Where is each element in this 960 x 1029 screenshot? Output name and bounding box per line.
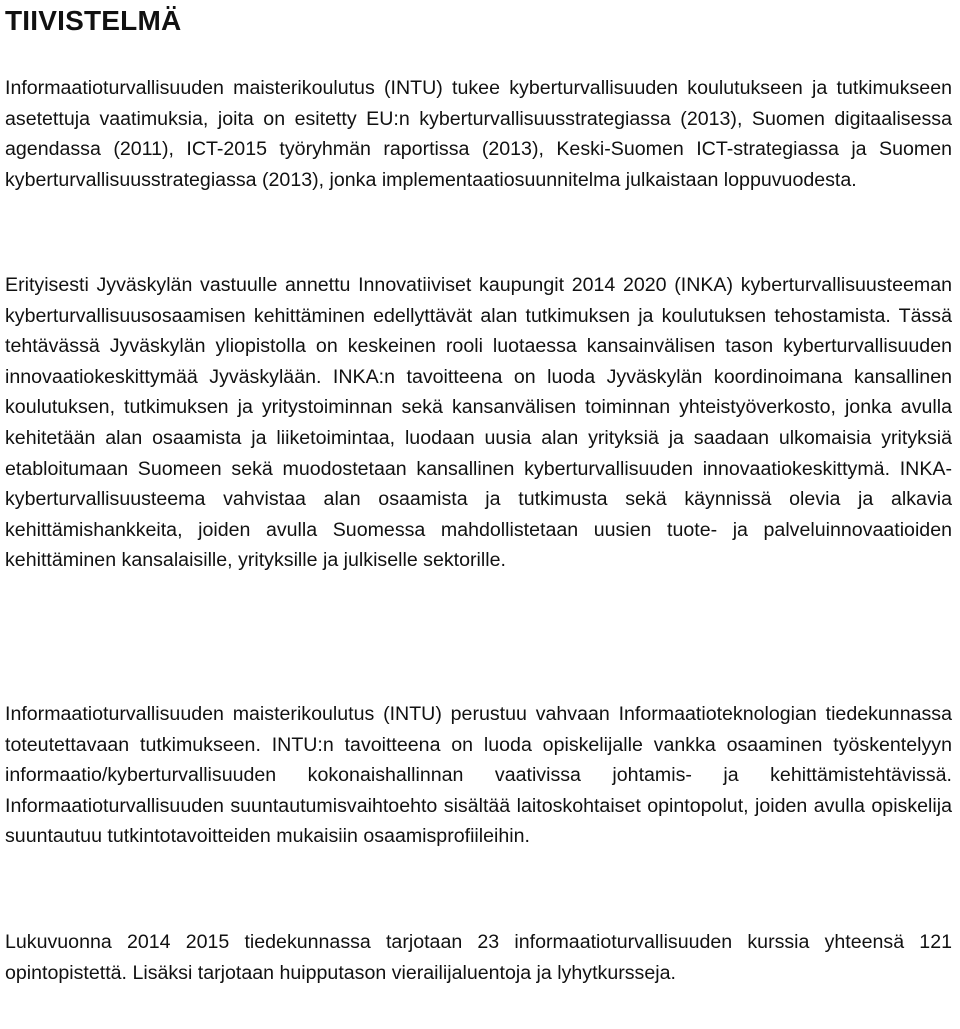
- document-page: [5, 0, 952, 1029]
- paragraph-inka: Erityisesti Jyväskylän vastuulle annettu Innovatiiviset kaupungit 2014 2020 (INKA) kyberturvallisuusteeman kyberturvallisuusosaamisen kehittäminen edellyttävät alan tutkimuksen ja koulutuksen tehostamista. Tässä tehtävässä Jyväskylän yliopistolla on keskeinen rooli luotaessa kansainvälisen tason kyberturvallisuuden innovaatiokeskittymää Jyväskylään. INKA:n tavoitteena on luoda Jyväskylän koordinoimana kansallinen koulutuksen, tutkimuksen ja yritystoiminnan sekä kansanvälisen toiminnan yhteistyöverkosto, jonka avulla kehitetään alan osaamista ja liiketoimintaa, luodaan uusia alan yrityksiä ja saadaan ulkomaisia yrityksiä etabloitumaan Suomeen sekä muodostetaan kansallinen kyberturvallisuuden innovaatiokeskittymä. INKA-kyberturvallisuusteema vahvistaa alan osaamista ja tutkimusta sekä käynnissä olevia ja alkavia kehittämishankkeita, joiden avulla Suomessa mahdollistetaan uusien tuote- ja palveluinnovaatioiden kehittäminen kansalaisille, yrityksille ja julkiselle sektorille.: [5, 274, 952, 572]
- paragraph-intu-research: Informaatioturvallisuuden maisterikoulutus (INTU) perustuu vahvaan Informaatioteknologian tiedekunnassa toteutettavaan tutkimukseen. INTU:n tavoitteena on luoda opiskelijalle vankka osaaminen työskentelyyn informaatio/kyberturvallisuuden kokonaishallinnan vaativissa johtamis- ja kehittämistehtävissä. Informaatioturvallisuuden suuntautumisvaihtoehto sisältää laitoskohtaiset opintopolut, joiden avulla opiskelija suuntautuu tutkintotavoitteiden mukaisiin osaamisprofiileihin.: [5, 703, 952, 848]
- paragraph-courses: Lukuvuonna 2014 2015 tiedekunnassa tarjotaan 23 informaatioturvallisuuden kurssia yhteensä 121 opintopistettä. Lisäksi tarjotaan huipputason vierailijaluentoja ja lyhytkursseja.: [5, 931, 952, 984]
- paragraph-intro: Informaatioturvallisuuden maisterikoulutus (INTU) tukee kyberturvallisuuden koulutukseen ja tutkimukseen asetettuja vaatimuksia, joita on esitetty EU:n kyberturvallisuusstrategiassa (2013), Suomen digitaalisessa agendassa (2011), ICT-2015 työryhmän raportissa (2013), Keski-Suomen ICT-strategiassa ja Suomen kyberturvallisuusstrategiassa (2013), jonka implementaatiosuunnitelma julkaistaan loppuvuodesta.: [5, 77, 952, 191]
- page-title: TIIVISTELMÄ: [5, 5, 182, 36]
